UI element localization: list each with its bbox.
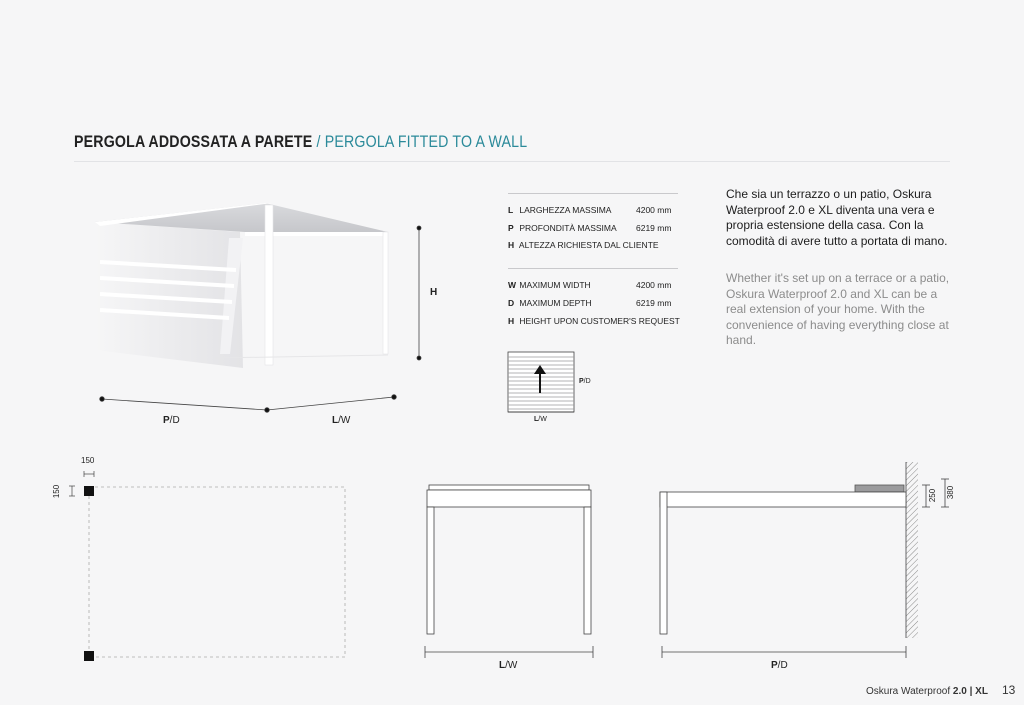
side-depth-label: P/D	[771, 660, 788, 671]
side-dim-380: 380	[946, 485, 956, 500]
spec-row-en-width: W MAXIMUM WIDTH	[508, 280, 591, 290]
render-width-label: L/W	[332, 415, 351, 426]
render-depth-label: P/D	[163, 415, 180, 426]
spec-row-it-height: H ALTEZZA RICHIESTA DAL CLIENTE	[508, 240, 659, 250]
spec-value-en-width: 4200 mm	[636, 280, 672, 290]
spec-value-en-depth: 6219 mm	[636, 298, 672, 308]
front-elevation	[425, 485, 593, 658]
spec-value-it-width: 4200 mm	[636, 205, 672, 215]
spec-rule-top-en	[508, 268, 678, 269]
footer-product: Oskura Waterproof 2.0 | XL	[866, 686, 988, 697]
render-height-label: H	[430, 287, 438, 298]
plan-view	[69, 471, 345, 661]
spec-row-it-depth: P PROFONDITÀ MASSIMA	[508, 223, 617, 233]
plan-icon	[508, 352, 574, 412]
corner-height-label: 150	[52, 484, 62, 499]
spec-row-en-height: H HEIGHT UPON CUSTOMER'S REQUEST	[508, 316, 680, 326]
description-english: Whether it's set up on a terrace or a patio, Oskura Waterproof 2.0 and XL can be a real extension of your home. With the convenience of having everything close at hand.	[726, 271, 950, 348]
spec-row-en-depth: D MAXIMUM DEPTH	[508, 298, 592, 308]
page-number: 13	[1002, 683, 1016, 697]
description-italian: Che sia un terrazzo o un patio, Oskura Waterproof 2.0 e XL diventa una vera e propria estensione della casa. Con la comodità di avere tutto a portata di mano.	[726, 187, 948, 248]
plan-icon-depth-label: P/D	[579, 378, 591, 385]
spec-row-it-width: L LARGHEZZA MASSIMA	[508, 205, 612, 215]
side-dim-250: 250	[928, 488, 938, 503]
title-italian: PERGOLA ADDOSSATA A PARETE	[74, 133, 313, 151]
corner-width-label: 150	[81, 456, 95, 465]
spec-rule-top-it	[508, 193, 678, 194]
side-elevation	[660, 462, 949, 658]
title-separator: /	[312, 133, 325, 151]
pergola-render	[95, 203, 388, 368]
front-width-label: L/W	[499, 660, 518, 671]
plan-icon-width-label: L/W	[534, 416, 547, 423]
title-english: PERGOLA FITTED TO A WALL	[324, 133, 528, 151]
spec-value-it-depth: 6219 mm	[636, 223, 672, 233]
